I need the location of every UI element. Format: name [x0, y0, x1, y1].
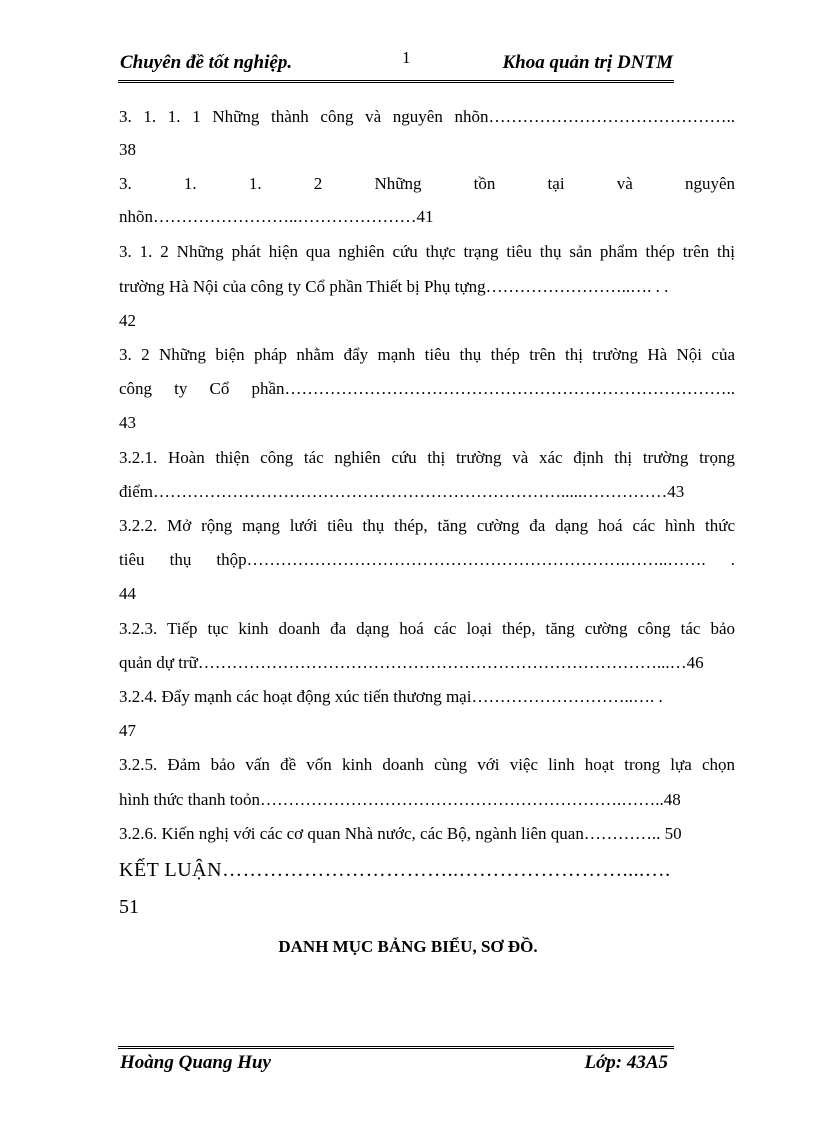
toc-line: 3. 1. 1. 1 Những thành công và nguyên nhõn…………………………………….. — [119, 107, 735, 126]
section-title: DANH MỤC BẢNG BIỂU, SƠ ĐỒ. — [278, 937, 538, 956]
page-footer — [120, 1052, 668, 1078]
toc-line: tiêu thụ thộp………………………………………………………….……..……. . — [119, 550, 735, 569]
toc-conclusion-line: KẾT LUẬN……………………………..……………………....…. — [119, 859, 671, 881]
toc-line: 3.2.6. Kiến nghị với các cơ quan Nhà nước, các Bộ, ngành liên quan………….. 50 — [119, 824, 682, 843]
toc-line: 3. 2 Những biện pháp nhằm đẩy mạnh tiêu thụ thép trên thị trường Hà Nội của — [119, 345, 735, 364]
footer-author: Hoàng Quang Huy — [120, 1052, 271, 1073]
toc-line: nhõn……………………..…………………41 — [119, 207, 434, 226]
toc-line: 3.2.2. Mở rộng mạng lưới tiêu thụ thép, tăng cường đa dạng hoá các hình thức — [119, 516, 735, 535]
toc-page-number: 38 — [119, 140, 136, 159]
toc-page-number: 44 — [119, 584, 136, 603]
toc-line: trường Hà Nội của công ty Cổ phần Thiết bị Phụ tựng……………………..…. . . — [119, 277, 669, 296]
header-divider — [118, 80, 674, 83]
toc-line: 3.2.3. Tiếp tục kinh doanh đa dạng hoá các loại thép, tăng cường công tác bảo — [119, 619, 735, 638]
toc-page-number: 42 — [119, 311, 136, 330]
footer-class: Lớp: 43A5 — [584, 1052, 668, 1073]
toc-line: 3. 1. 1. 2 Những tồn tại và nguyên — [119, 174, 735, 193]
header-title: Chuyên đề tốt nghiệp. — [120, 52, 293, 73]
footer-divider — [118, 1046, 674, 1049]
toc-page-number: 51 — [119, 896, 139, 918]
header-department: Khoa quản trị DNTM — [502, 52, 673, 73]
toc-line: hình thức thanh toỏn……………………………………………………….……..48 — [119, 790, 681, 809]
toc-line: quản dự trữ………………………………………………………………………...…46 — [119, 653, 704, 672]
toc-page-number: 43 — [119, 413, 136, 432]
toc-line: 3. 1. 2 Những phát hiện qua nghiên cứu thực trạng tiêu thụ sản phẩm thép trên thị — [119, 242, 735, 261]
toc-line: 3.2.5. Đảm bảo vấn đề vốn kinh doanh cùng với việc linh hoạt trong lựa chọn — [119, 755, 735, 774]
page-header — [120, 48, 673, 78]
toc-page-number: 47 — [119, 721, 136, 740]
toc-line: điểm……………………………………………………………….....……………43 — [119, 482, 685, 501]
toc-line: 3.2.4. Đẩy mạnh các hoạt động xúc tiến thương mại………………………..…. . — [119, 687, 663, 706]
toc-line: công ty Cổ phần…………………………………………………………………….. — [119, 379, 735, 398]
page-number: 1 — [402, 48, 411, 67]
toc-line: 3.2.1. Hoàn thiện công tác nghiên cứu thị trường và xác định thị trường trọng — [119, 448, 735, 467]
